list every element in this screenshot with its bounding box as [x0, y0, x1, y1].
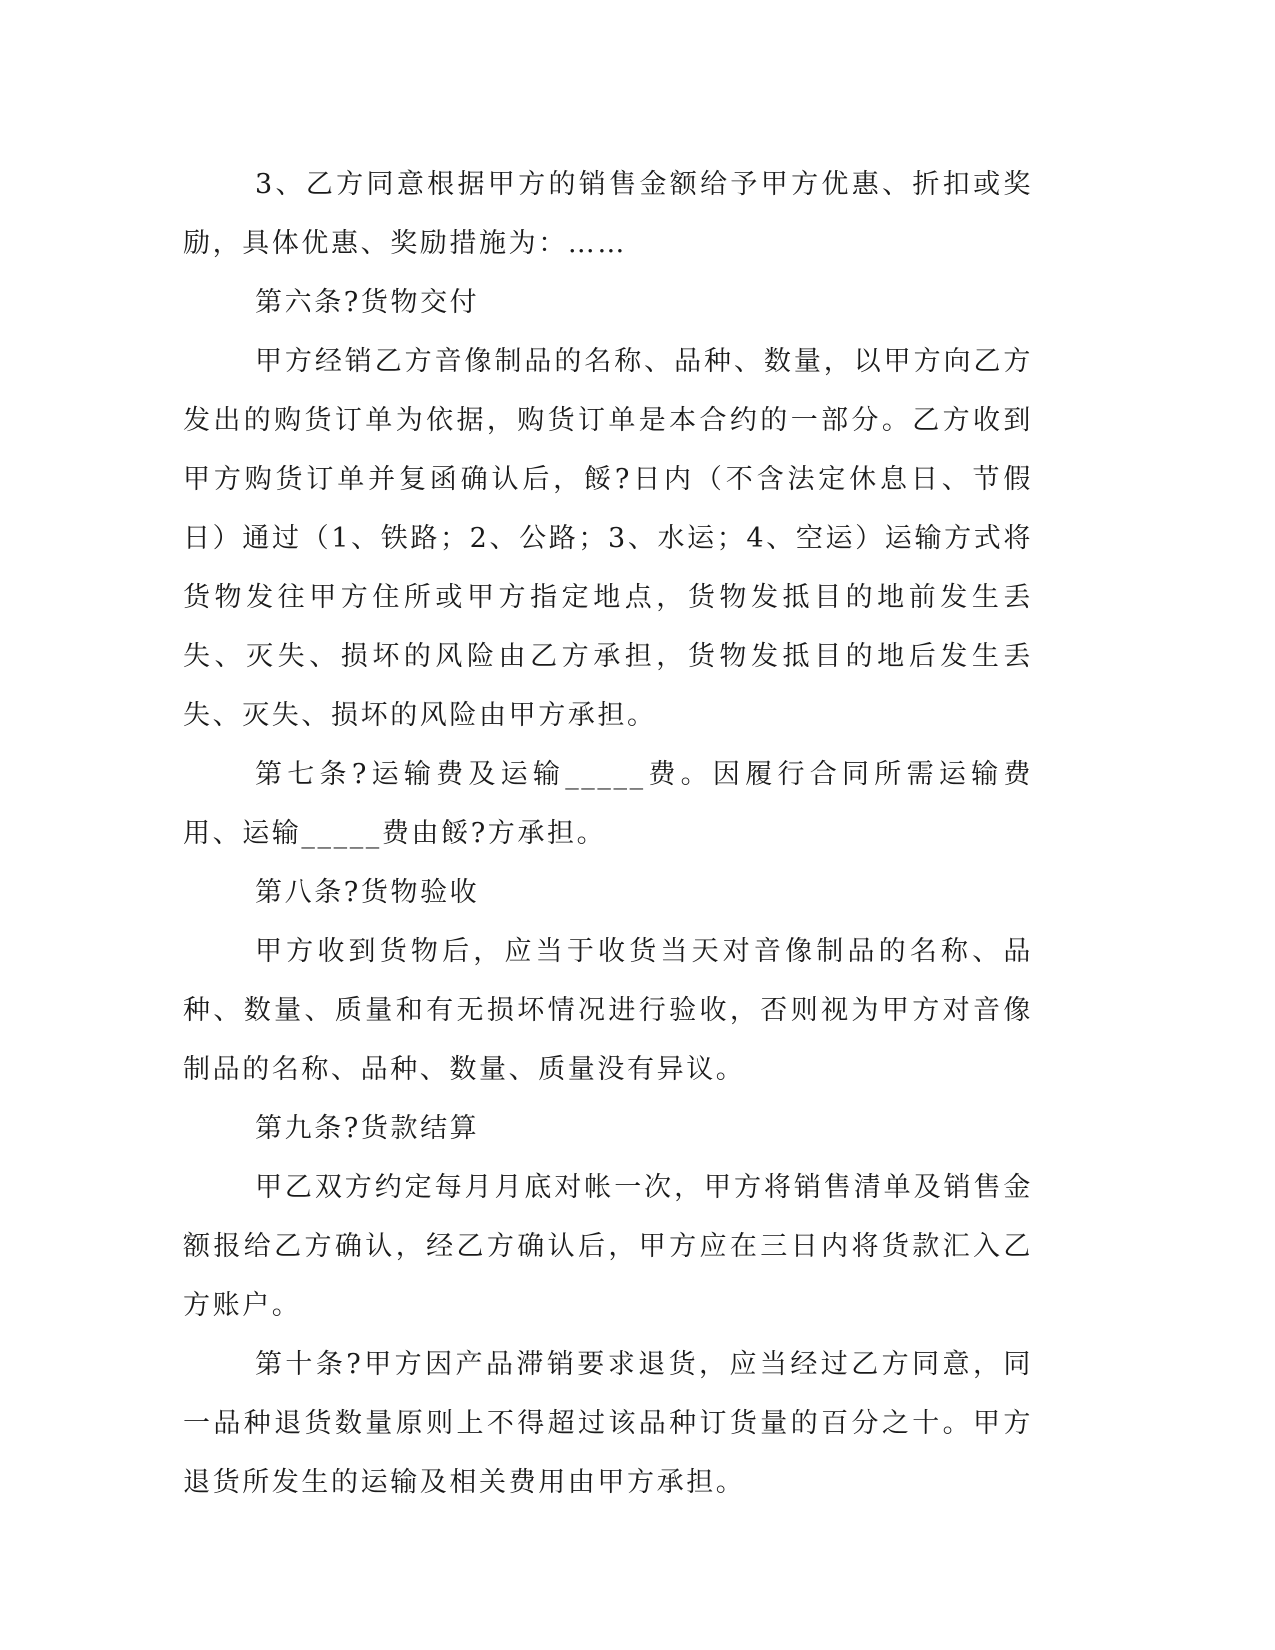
paragraph-article-10: 第十条?甲方因产品滞销要求退货，应当经过乙方同意，同一品种退货数量原则上不得超过该品种订货量的百分之十。甲方退货所发生的运输及相关费用由甲方承担。 — [183, 1349, 1033, 1498]
heading-article-8: 第八条?货物验收 — [255, 877, 480, 908]
paragraph-article-7: 第七条?运输费及运输_____费。因履行合同所需运输费用、运输_____费由餒?方承担。 — [183, 759, 1033, 849]
heading-article-6: 第六条?货物交付 — [255, 287, 480, 318]
paragraph-article-9: 甲乙双方约定每月月底对帐一次，甲方将销售清单及销售金额报给乙方确认，经乙方确认后，甲方应在三日内将货款汇入乙方账户。 — [183, 1172, 1033, 1321]
paragraph-discount-clause: 3、乙方同意根据甲方的销售金额给予甲方优惠、折扣或奖励，具体优惠、奖励措施为：…… — [183, 169, 1033, 259]
document-body — [183, 155, 1033, 1512]
paragraph-article-6: 甲方经销乙方音像制品的名称、品种、数量，以甲方向乙方发出的购货订单为依据，购货订单是本合约的一部分。乙方收到甲方购货订单并复函确认后，餒?日内（不含法定休息日、节假日）通过（1、铁路；2、公路；3、水运；4、空运）运输方式将货物发往甲方住所或甲方指定地点，货物发抵目的地前发生丢失、灭失、损坏的风险由乙方承担，货物发抵目的地后发生丢失、灭失、损坏的风险由甲方承担。 — [183, 346, 1033, 731]
paragraph-article-8: 甲方收到货物后，应当于收货当天对音像制品的名称、品种、数量、质量和有无损坏情况进行验收，否则视为甲方对音像制品的名称、品种、数量、质量没有异议。 — [183, 936, 1033, 1085]
heading-article-9: 第九条?货款结算 — [255, 1113, 480, 1144]
